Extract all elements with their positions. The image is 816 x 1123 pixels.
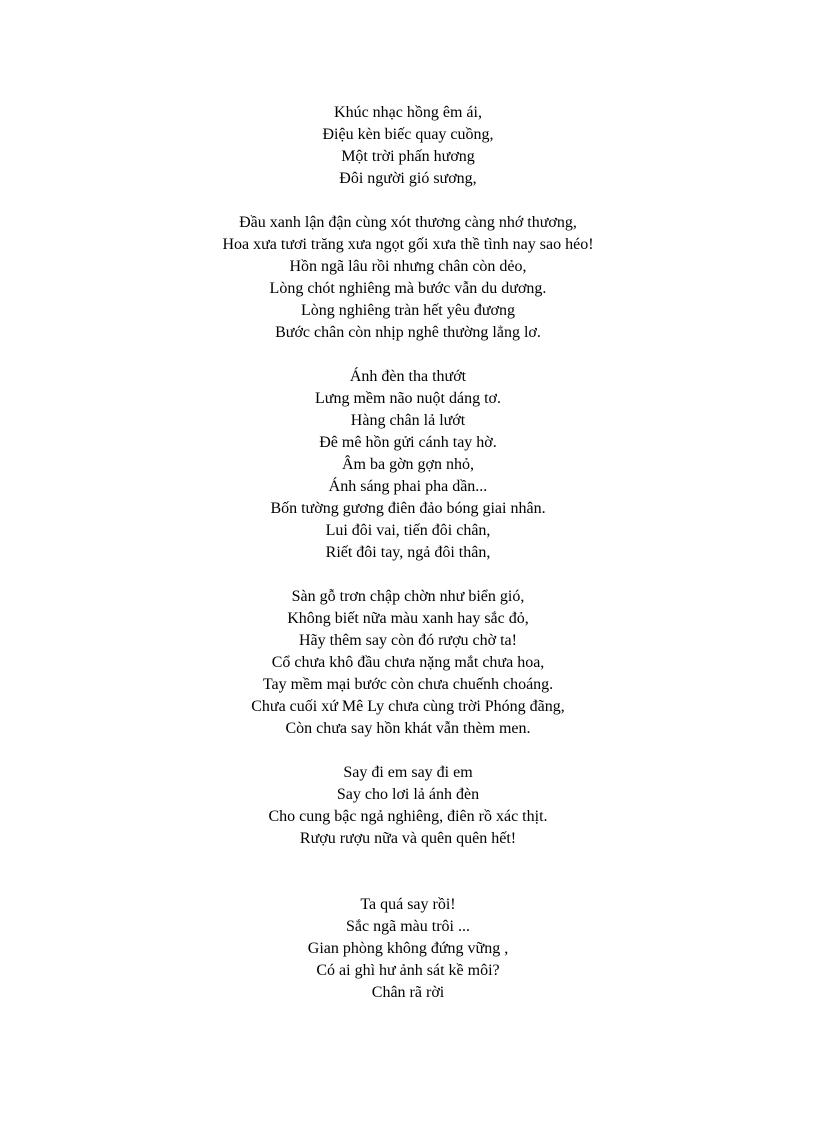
poem-line: Cho cung bậc ngả nghiêng, điên rồ xác thịt.	[268, 808, 548, 825]
poem-line: Ánh sáng phai pha dần...	[328, 478, 488, 495]
poem-line: Lưng mềm não nuột dáng tơ.	[315, 390, 501, 407]
poem-line: Bốn tường gương điên đảo bóng giai nhân.	[270, 500, 546, 517]
poem-line: Đôi người gió sương,	[339, 170, 477, 187]
poem-line: Riết đôi tay, ngả đôi thân,	[325, 544, 491, 561]
stanza-5	[0, 762, 816, 850]
stanza-spacer	[0, 564, 816, 586]
stanza-4	[0, 586, 816, 740]
poem-line: Hồn ngã lâu rồi nhưng chân còn dẻo,	[289, 258, 527, 275]
stanza-spacer	[0, 190, 816, 212]
poem-line: Đầu xanh lận đận cùng xót thương càng nhớ thương,	[239, 214, 577, 231]
stanza-6	[0, 894, 816, 1004]
poem-line: Không biết nữa màu xanh hay sắc đỏ,	[287, 610, 529, 627]
poem-line: Hoa xưa tươi trăng xưa ngọt gối xưa thề tình nay sao héo!	[222, 236, 594, 253]
poem-line: Ánh đèn tha thướt	[349, 368, 467, 385]
poem-line: Chân rã rời	[371, 984, 445, 1001]
poem-line: Say đi em say đi em	[343, 764, 473, 781]
poem-line: Lòng chót nghiêng mà bước vẫn du dương.	[269, 280, 547, 297]
poem-line: Hãy thêm say còn đó rượu chờ ta!	[299, 632, 517, 649]
stanza-spacer	[0, 344, 816, 366]
poem-line: Âm ba gờn gợn nhỏ,	[341, 456, 475, 473]
poem-line: Điệu kèn biếc quay cuồng,	[322, 126, 494, 143]
poem-line: Một trời phấn hương	[341, 148, 475, 165]
poem-line: Sắc ngã màu trôi ...	[346, 918, 470, 935]
poem-line: Chưa cuối xứ Mê Ly chưa cùng trời Phóng đãng,	[251, 698, 565, 715]
poem-line: Còn chưa say hồn khát vẫn thèm men.	[285, 720, 531, 737]
poem-line: Bước chân còn nhịp nghê thường lẳng lơ.	[275, 324, 541, 341]
stanza-1	[0, 102, 816, 190]
poem-line: Lui đôi vai, tiến đôi chân,	[325, 522, 491, 539]
poem-line: Say cho lơi lả ánh đèn	[336, 786, 480, 803]
poem-line: Rượu rượu nữa và quên quên hết!	[299, 830, 517, 847]
poem-line: Đê mê hồn gửi cánh tay hờ.	[319, 434, 497, 451]
poem-line: Hàng chân lả lướt	[350, 412, 466, 429]
stanza-spacer	[0, 850, 816, 894]
poem-page	[0, 102, 816, 1004]
poem-line: Cổ chưa khô đầu chưa nặng mắt chưa hoa,	[271, 654, 545, 671]
poem-line: Khúc nhạc hồng êm ái,	[334, 104, 482, 121]
poem-line: Sàn gỗ trơn chập chờn như biển gió,	[291, 588, 525, 605]
poem-line: Ta quá say rồi!	[360, 896, 456, 913]
stanza-2	[0, 212, 816, 344]
poem-line: Lòng nghiêng tràn hết yêu đương	[301, 302, 515, 319]
poem-line: Gian phòng không đứng vững ,	[307, 940, 509, 957]
poem-line: Có ai ghì hư ảnh sát kề môi?	[316, 962, 500, 979]
stanza-3	[0, 366, 816, 564]
stanza-spacer	[0, 740, 816, 762]
poem-line: Tay mềm mại bước còn chưa chuếnh choáng.	[262, 676, 554, 693]
